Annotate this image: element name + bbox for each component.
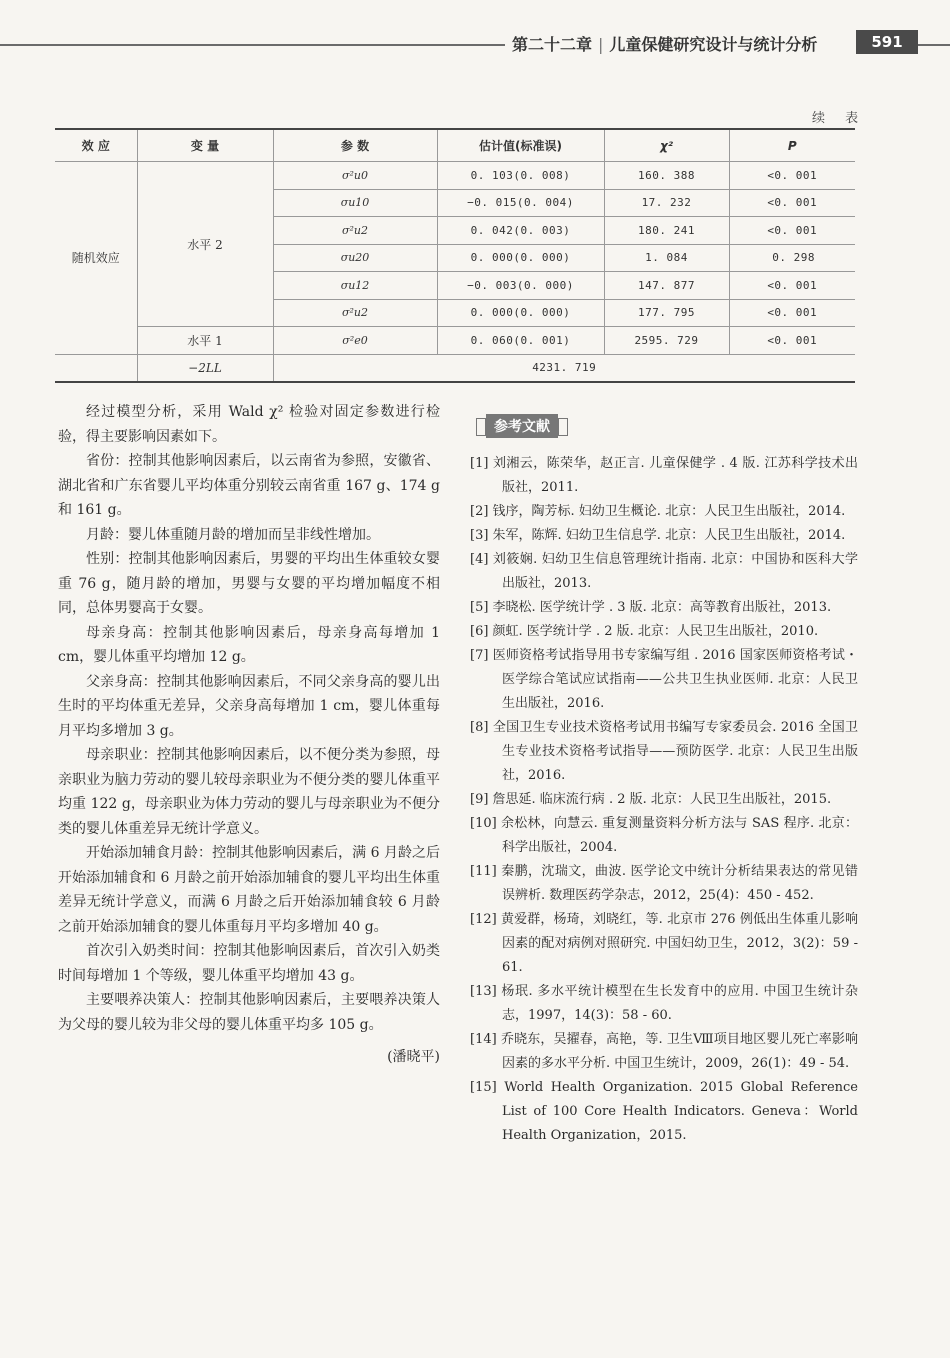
table-row-ll (55, 354, 855, 382)
reference-item: [2] 钱序，陶芳标. 妇幼卫生概论. 北京：人民卫生出版社，2014. (470, 504, 846, 519)
paragraph: 经过模型分析，采用 Wald χ² 检验对固定参数进行检验，得主要影响因素如下。 (58, 404, 440, 445)
chapter-title: 儿童保健研究设计与统计分析 (609, 35, 818, 54)
continued-table-label: 续 表 (812, 111, 867, 126)
param-cell: σ²u2 (273, 217, 437, 245)
reference-item: [13] 杨珉. 多水平统计模型在生长发育中的应用. 中国卫生统计杂志，1997，14(3)：58 - 60. (470, 984, 858, 1023)
p-cell: <0. 001 (729, 162, 855, 190)
header-separator: | (598, 35, 604, 54)
p-cell: 0. 298 (729, 244, 855, 272)
reference-item: [14] 乔晓东，吴擢春，高艳，等. 卫生Ⅷ项目地区婴儿死亡率影响因素的多水平分析. 中国卫生统计，2009，26(1)：49 - 54. (470, 1032, 858, 1071)
paragraph: 性别：控制其他影响因素后，男婴的平均出生体重较女婴重 76 g，随月龄的增加，男婴与女婴的平均增加幅度不相同，总体男婴高于女婴。 (58, 551, 440, 616)
param-cell: σ²u2 (273, 299, 437, 327)
chi2-cell: 180. 241 (604, 217, 729, 245)
reference-item: [11] 秦鹏，沈瑞文，曲波. 医学论文中统计分析结果表达的常见错误辨析. 数理医药学杂志，2012，25(4)：450 - 452. (470, 864, 858, 903)
page-number: 591 (856, 30, 918, 54)
param-cell: σ²u0 (273, 162, 437, 190)
table-row (55, 327, 855, 355)
p-cell: <0. 001 (729, 272, 855, 300)
effect-cell: 随机效应 (55, 162, 137, 355)
table-row (55, 162, 855, 190)
chi2-cell: 17. 232 (604, 189, 729, 217)
references-list (470, 452, 858, 1148)
col-variable: 变 量 (137, 129, 273, 162)
estimate-cell: −0. 015(0. 004) (437, 189, 604, 217)
param-cell: σu12 (273, 272, 437, 300)
random-effects-table (55, 128, 855, 383)
header-rule-tail (918, 44, 950, 46)
reference-item: [15] World Health Organization. 2015 Global Reference List of 100 Core Health Indicators. Geneva：World Health Organization，2015. (470, 1080, 858, 1143)
paragraph: 开始添加辅食月龄：控制其他影响因素后，满 6 月龄之后开始添加辅食和 6 月龄之前开始添加辅食的婴儿平均出生体重差异无统计学意义，而满 6 月龄之后开始添加辅食较 6 月龄之前开始添加辅食的婴儿体重每月平均多增加 40 g。 (58, 845, 440, 935)
paragraph: 主要喂养决策人：控制其他影响因素后，主要喂养决策人为父母的婴儿较为非父母的婴儿体重平均多 105 g。 (58, 992, 440, 1033)
reference-item: [1] 刘湘云，陈荣华，赵正言. 儿童保健学 . 4 版. 江苏科学技术出版社，2011. (470, 456, 858, 495)
page-header (0, 30, 950, 58)
paragraph: 月龄：婴儿体重随月龄的增加而呈非线性增加。 (86, 526, 380, 543)
p-cell: <0. 001 (729, 217, 855, 245)
body-text (58, 400, 440, 1070)
author-credit: (潘晓平) (387, 1049, 440, 1065)
reference-item: [4] 刘筱娴. 妇幼卫生信息管理统计指南. 北京：中国协和医科大学出版社，2013. (470, 552, 858, 591)
param-cell: σu10 (273, 189, 437, 217)
reference-item: [9] 詹思延. 临床流行病 . 2 版. 北京：人民卫生出版社，2015. (470, 792, 832, 807)
reference-item: [10] 余松林，向慧云. 重复测量资料分析方法与 SAS 程序. 北京：科学出版社，2004. (470, 816, 858, 855)
estimate-cell: 0. 000(0. 000) (437, 244, 604, 272)
param-cell: σ²e0 (273, 327, 437, 355)
header-rule (0, 44, 505, 46)
chi2-cell: 2595. 729 (604, 327, 729, 355)
estimate-cell: 0. 103(0. 008) (437, 162, 604, 190)
col-p: P (729, 129, 855, 162)
table-header-row (55, 129, 855, 162)
paragraph: 父亲身高：控制其他影响因素后，不同父亲身高的婴儿出生时的平均体重无差异，父亲身高每增加 1 cm，婴儿体重每月平均多增加 3 g。 (58, 673, 440, 739)
blank-cell (55, 354, 137, 382)
ll-value-cell: 4231. 719 (273, 354, 855, 382)
reference-item: [7] 医师资格考试指导用书专家编写组 . 2016 国家医师资格考试・医学综合笔试应试指南——公共卫生执业医师. 北京：人民卫生出版社，2016. (470, 648, 858, 711)
p-cell: <0. 001 (729, 189, 855, 217)
chi2-cell: 1. 084 (604, 244, 729, 272)
heading-bracket-right (558, 418, 568, 436)
reference-item: [3] 朱军，陈辉. 妇幼卫生信息学. 北京：人民卫生出版社，2014. (470, 528, 846, 543)
p-cell: <0. 001 (729, 299, 855, 327)
references-heading-label: 参考文献 (486, 414, 558, 438)
chi2-cell: 147. 877 (604, 272, 729, 300)
p-cell: <0. 001 (729, 327, 855, 355)
level1-cell: 水平 1 (137, 327, 273, 355)
col-chi2: χ² (604, 129, 729, 162)
estimate-cell: 0. 042(0. 003) (437, 217, 604, 245)
references-heading (476, 414, 568, 438)
ll-label-cell: −2LL (137, 354, 273, 382)
reference-item: [8] 全国卫生专业技术资格考试用书编写专家委员会. 2016 全国卫生专业技术资格考试指导——预防医学. 北京：人民卫生出版社，2016. (470, 720, 858, 783)
reference-item: [5] 李晓松. 医学统计学 . 3 版. 北京：高等教育出版社，2013. (470, 600, 832, 615)
reference-item: [6] 颜虹. 医学统计学 . 2 版. 北京：人民卫生出版社，2010. (470, 624, 819, 639)
heading-bracket-left (476, 418, 486, 436)
chi2-cell: 160. 388 (604, 162, 729, 190)
running-title (512, 32, 817, 55)
estimate-cell: −0. 003(0. 000) (437, 272, 604, 300)
paragraph: 母亲身高：控制其他影响因素后，母亲身高每增加 1 cm，婴儿体重平均增加 12 g。 (58, 624, 440, 665)
paragraph: 首次引入奶类时间：控制其他影响因素后，首次引入奶类时间每增加 1 个等级，婴儿体重平均增加 43 g。 (58, 943, 440, 984)
chapter-label: 第二十二章 (512, 35, 593, 54)
estimate-cell: 0. 060(0. 001) (437, 327, 604, 355)
level2-cell: 水平 2 (137, 162, 273, 327)
col-parameter: 参 数 (273, 129, 437, 162)
reference-item: [12] 黄爱群，杨琦，刘晓红，等. 北京市 276 例低出生体重儿影响因素的配对病例对照研究. 中国妇幼卫生，2012，3(2)：59 - 61. (470, 912, 858, 975)
col-effect: 效 应 (55, 129, 137, 162)
chi2-cell: 177. 795 (604, 299, 729, 327)
param-cell: σu20 (273, 244, 437, 272)
paragraph: 省份：控制其他影响因素后，以云南省为参照，安徽省、湖北省和广东省婴儿平均体重分别较云南省重 167 g、174 g 和 161 g。 (58, 453, 440, 518)
estimate-cell: 0. 000(0. 000) (437, 299, 604, 327)
paragraph: 母亲职业：控制其他影响因素后，以不便分类为参照，母亲职业为脑力劳动的婴儿较母亲职业为不便分类的婴儿体重平均重 122 g，母亲职业为体力劳动的婴儿与母亲职业为不便分类的婴儿体重差异无统计学意义。 (58, 747, 440, 837)
col-estimate: 估计值(标准误) (437, 129, 604, 162)
